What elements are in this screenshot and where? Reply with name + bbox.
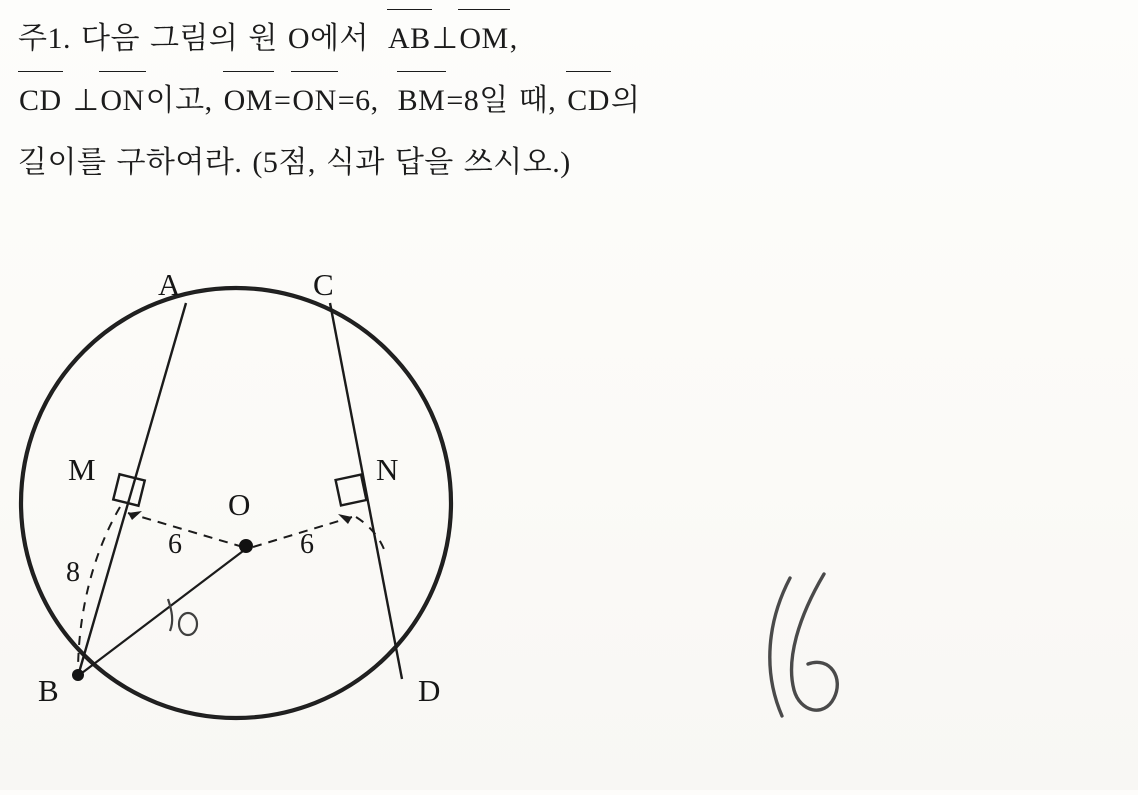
segment-ob [78,548,247,676]
problem-statement [18,8,1018,194]
segment-ab: AB [387,8,432,70]
segment-on: ON [99,70,145,132]
label-point-m: M [68,452,96,487]
segment-cd: CD [18,70,63,132]
chord-cd [330,303,402,679]
measure-on: 6 [300,529,314,560]
problem-line-2: CD ⊥ON이고, OM=ON=6, BM=8일 때, CD의 [18,70,1018,132]
measure-bm: 8 [66,557,80,588]
grade-stroke-1 [770,578,790,716]
label-point-n: N [376,452,399,487]
arrow-to-n [338,514,352,524]
problem-number: 주1. [18,22,71,55]
label-point-o: O [228,487,251,522]
chord-ab [78,303,186,676]
segment-on-2: ON [291,70,337,132]
label-point-b: B [38,673,59,708]
grade-stroke-2 [792,574,838,710]
segment-bm: BM [397,70,447,132]
segment-cd-2: CD [566,70,611,132]
handwritten-10-zero [179,613,197,635]
problem-line-1: 주1. 다음 그림의 원 O에서 AB⊥OM, [18,8,1018,70]
measure-om: 6 [168,529,182,560]
geometry-figure [0,255,560,795]
grade-mark [738,560,928,750]
segment-om: OM [458,8,509,70]
label-point-d: D [418,673,441,708]
segment-om-2: OM [223,70,274,132]
grade-mark-svg [738,560,928,750]
figure-svg [0,255,560,795]
label-point-c: C [313,267,334,302]
right-angle-mark-n [336,475,367,506]
segment-om-line [128,513,243,547]
point-o [239,539,253,553]
arrow-to-m [128,511,142,520]
label-point-a: A [158,267,181,302]
point-b [72,669,84,681]
problem-line-3: 길이를 구하여라. (5점, 식과 답을 쓰시오.) [18,146,571,179]
